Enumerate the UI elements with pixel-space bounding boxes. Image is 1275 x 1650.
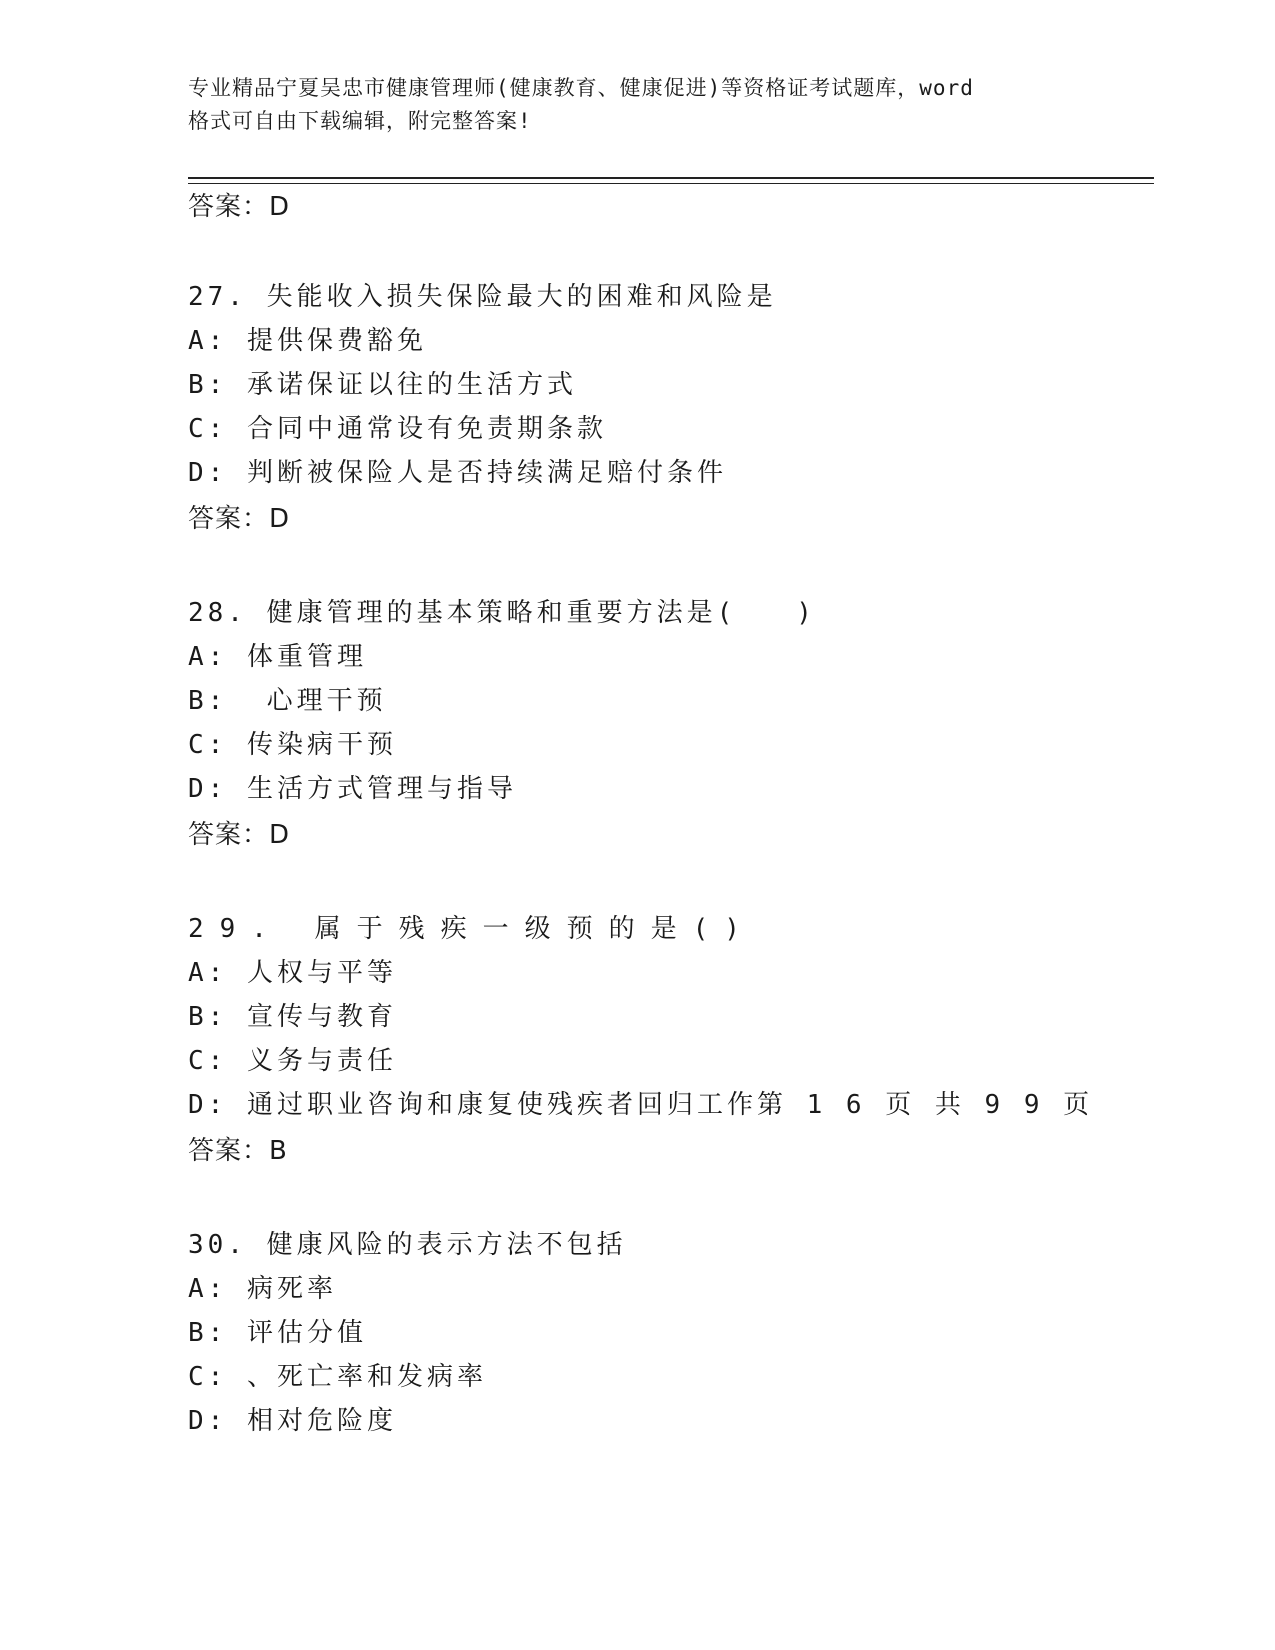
question-28-stem: 28. 健康管理的基本策略和重要方法是( ) (188, 598, 816, 628)
question-29-option-a: A: 人权与平等 (188, 958, 397, 988)
question-27-option-a: A: 提供保费豁免 (188, 326, 427, 356)
question-28-option-c: C: 传染病干预 (188, 730, 397, 760)
question-28-option-a: A: 体重管理 (188, 642, 367, 672)
question-27-answer: 答案：D (188, 504, 291, 534)
header-rule-thick (188, 177, 1154, 179)
question-29-option-d: D: 通过职业咨询和康复使残疾者回归工作第 1 6 页 共 9 9 页 (188, 1090, 1094, 1120)
header-line-2: 格式可自由下载编辑，附完整答案! (188, 109, 532, 133)
header-rule-thin (188, 183, 1154, 184)
question-29-option-c: C: 义务与责任 (188, 1046, 397, 1076)
question-28-answer: 答案：D (188, 820, 291, 850)
question-30-option-b: B: 评估分值 (188, 1318, 367, 1348)
question-27-option-b: B: 承诺保证以往的生活方式 (188, 370, 577, 400)
question-27-stem: 27. 失能收入损失保险最大的困难和风险是 (188, 282, 777, 312)
question-30-option-a: A: 病死率 (188, 1274, 337, 1304)
question-30-option-d: D: 相对危险度 (188, 1406, 397, 1436)
question-27-option-d: D: 判断被保险人是否持续满足赔付条件 (188, 458, 727, 488)
question-28-option-d: D: 生活方式管理与指导 (188, 774, 517, 804)
question-30-option-c: C: 、死亡率和发病率 (188, 1362, 487, 1392)
question-29-stem: 29. 属于残疾一级预的是() (188, 914, 756, 944)
answer-line: 答案：D (188, 192, 291, 222)
question-27-option-c: C: 合同中通常设有免责期条款 (188, 414, 607, 444)
document-header (188, 72, 1088, 138)
question-30-stem: 30. 健康风险的表示方法不包括 (188, 1230, 627, 1260)
question-29-option-b: B: 宣传与教育 (188, 1002, 397, 1032)
question-29-answer: 答案：B (188, 1136, 288, 1166)
question-28-option-b: B: 心理干预 (188, 686, 387, 716)
header-line-1: 专业精品宁夏吴忠市健康管理师(健康教育、健康促进)等资格证考试题库，word (188, 76, 974, 100)
